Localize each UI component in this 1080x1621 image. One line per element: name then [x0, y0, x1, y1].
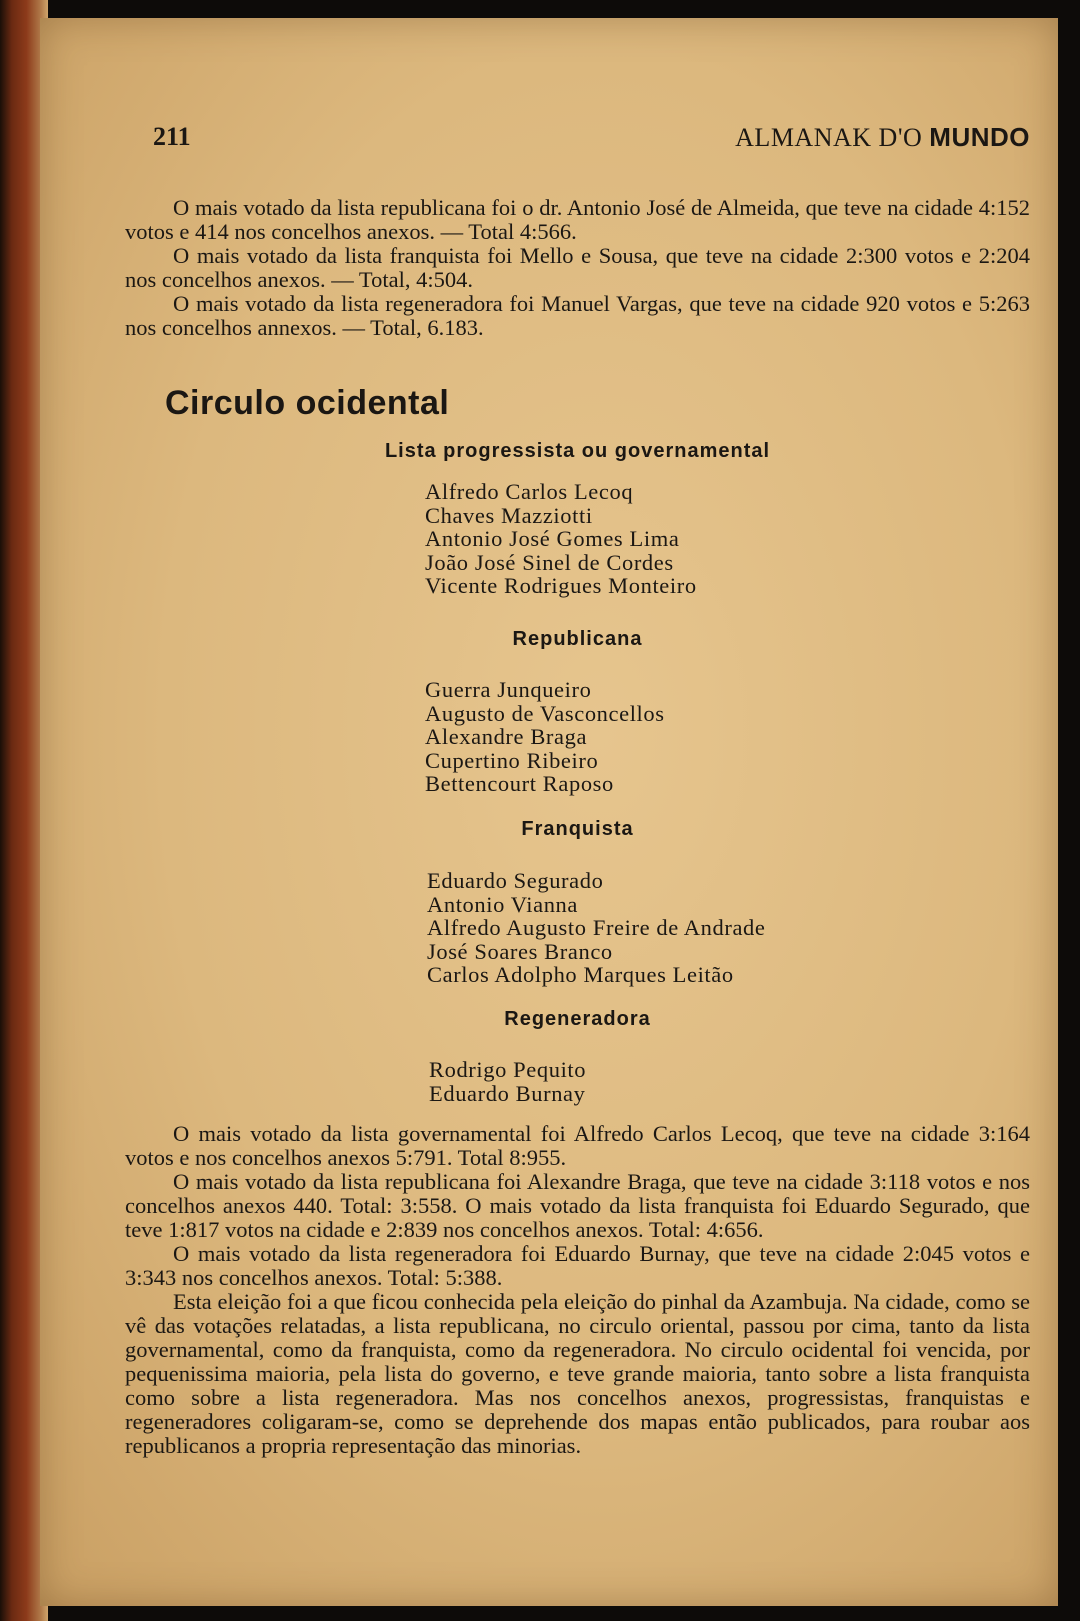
- candidate-name: Cupertino Ribeiro: [425, 747, 599, 773]
- candidate-name: Alexandre Braga: [425, 724, 588, 749]
- candidate-name: Bettencourt Raposo: [425, 771, 614, 796]
- candidate-name: Chaves Mazziotti: [425, 502, 593, 528]
- book-page: [40, 18, 1058, 1606]
- list-heading: Franquista: [521, 818, 634, 840]
- paragraph: O mais votado da lista republicana foi o dr. Antonio José de Almeida, que teve na cidade 4:152 votos e 414 nos concelhos anexos. — Total 4:566.: [125, 195, 1030, 244]
- running-header: [125, 122, 1030, 166]
- candidate-name: Antonio José Gomes Lima: [425, 526, 680, 551]
- candidate-list: [429, 1058, 586, 1105]
- running-title-plain: ALMANAK D'O: [735, 123, 930, 152]
- closing-text: [125, 1122, 1030, 1458]
- candidate-name: Rodrigo Pequito: [429, 1057, 587, 1082]
- candidate-name: João José Sinel de Cordes: [425, 549, 674, 575]
- list-heading: Lista progressista ou governamental: [384, 440, 771, 462]
- candidate-name: Vicente Rodrigues Monteiro: [425, 573, 697, 598]
- candidate-name: José Soares Branco: [427, 938, 613, 964]
- candidate-list: [425, 678, 665, 796]
- paragraph: Esta eleição foi a que ficou conhecida pela eleição do pinhal da Azambuja. Na cidade, como se vê das votações relatadas, a lista republicana, no circulo oriental, passou por cima, tanto da lista governamental, como da franquista, como da regeneradora. No circulo ocidental foi vencida, por pequenissima maioria, pela lista do governo, e teve grande maioria, tanto sobre a lista franquista como sobre a lista regeneradora. Mas nos concelhos anexos, progressistas, franquistas e regeneradores coligaram-se, como se deprehende dos mapas então publicados, para roubar aos republicanos a propria representação das minorias.: [125, 1289, 1030, 1458]
- candidate-name: Augusto de Vasconcellos: [425, 700, 665, 726]
- running-title-bold: MUNDO: [929, 122, 1030, 152]
- candidate-name: Antonio Vianna: [427, 891, 578, 917]
- candidate-name: Alfredo Carlos Lecoq: [425, 479, 634, 504]
- list-heading: Regeneradora: [504, 1008, 651, 1030]
- list-heading: Republicana: [512, 628, 643, 650]
- candidate-name: Eduardo Burnay: [429, 1080, 586, 1106]
- intro-text: [125, 196, 1030, 340]
- section-title: Circulo ocidental: [165, 384, 450, 422]
- candidate-list: [427, 869, 765, 987]
- paragraph: O mais votado da lista governamental foi Alfredo Carlos Lecoq, que teve na cidade 3:164 votos e nos concelhos anexos 5:791. Total 8:955.: [125, 1121, 1030, 1170]
- paragraph: O mais votado da lista regeneradora foi Eduardo Burnay, que teve na cidade 2:045 votos e 3:343 nos concelhos anexos. Total: 5:388.: [125, 1241, 1030, 1290]
- paragraph: O mais votado da lista franquista foi Mello e Sousa, que teve na cidade 2:300 votos e 2:204 nos concelhos anexos. — Total, 4:504.: [125, 243, 1030, 292]
- page-number: 211: [153, 122, 191, 151]
- candidate-name: Carlos Adolpho Marques Leitão: [427, 962, 734, 987]
- paragraph: O mais votado da lista republicana foi Alexandre Braga, que teve na cidade 3:118 votos e nos concelhos anexos 440. Total: 3:558. O mais votado da lista franquista foi Eduardo Segurado, que teve 1:817 votos na cidade e 2:839 nos concelhos anexos. Total: 4:656.: [125, 1169, 1030, 1242]
- candidate-name: Alfredo Augusto Freire de Andrade: [427, 915, 766, 940]
- candidate-list: [425, 480, 697, 598]
- running-title: [735, 122, 1030, 153]
- paragraph: O mais votado da lista regeneradora foi Manuel Vargas, que teve na cidade 920 votos e 5:263 nos concelhos annexos. — Total, 6.183.: [125, 291, 1030, 340]
- candidate-name: Eduardo Segurado: [427, 868, 604, 893]
- candidate-name: Guerra Junqueiro: [425, 677, 592, 702]
